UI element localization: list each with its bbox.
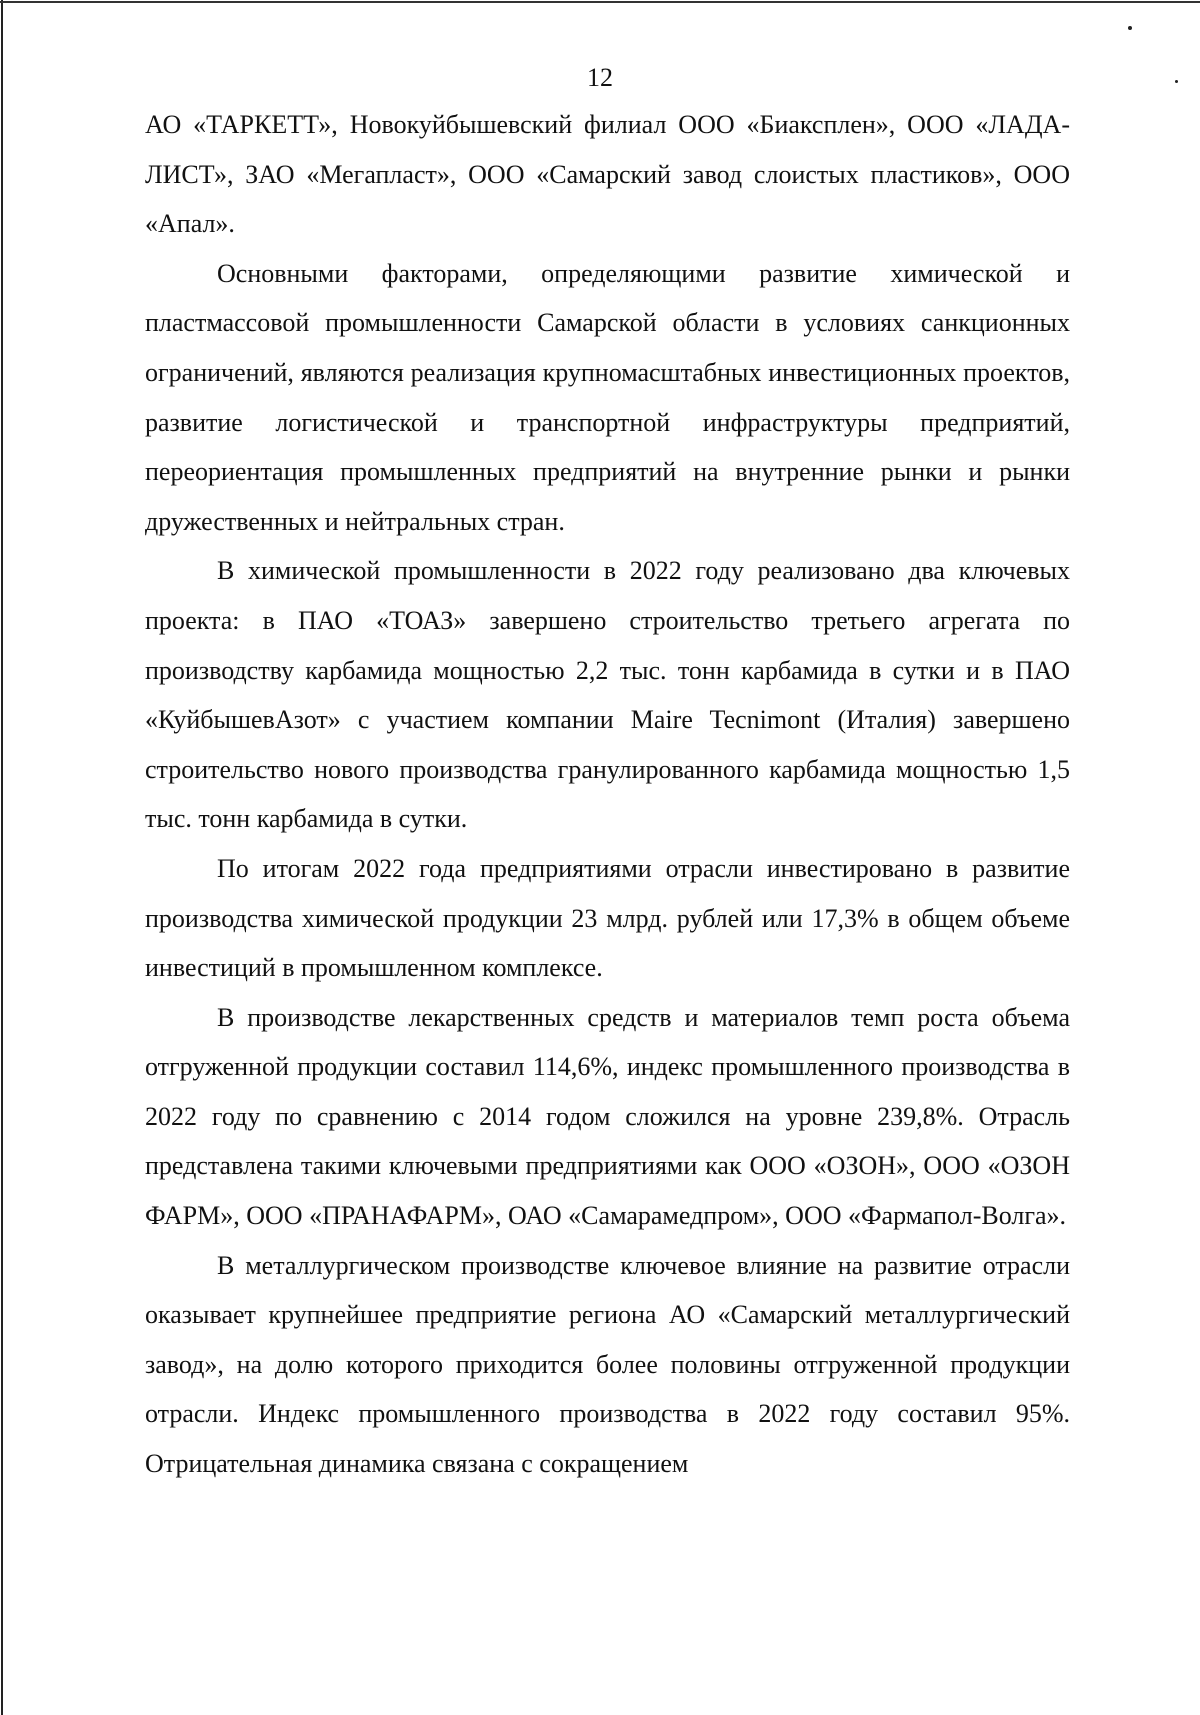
- paragraph-metallurgy: В металлургическом производстве ключевое влияние на развитие отрасли оказывает крупнейшее предприятие региона АО «Самарский металлургический завод», на долю которого приходится более половины отгруженной продукции отрасли. Индекс промышленного производства в 2022 году составил 95%. Отрицательная динамика связана с сокращением: [145, 1250, 1070, 1479]
- page-number: 12: [587, 63, 613, 92]
- scan-speck: [1128, 26, 1132, 30]
- paragraph-pharmaceuticals: В производстве лекарственных средств и материалов темп роста объема отгруженной продукции составил 114,6%, индекс промышленного производства в 2022 году по сравнению с 2014 годом сложился на уровне 239,8%. Отрасль представлена такими ключевыми предприятиями как ООО «ОЗОН», ООО «ОЗОН ФАРМ», ООО «ПРАНАФАРМ», ОАО «Самарамедпром», ООО «Фармапол-Волга».: [145, 1002, 1070, 1231]
- paragraph-factors: Основными факторами, определяющими развитие химической и пластмассовой промышленности Самарской области в условиях санкционных ограничений, являются реализация крупномасштабных инвестиционных проектов, развитие логистической и транспортной инфраструктуры предприятий, переориентация промышленных предприятий на внутренние рынки и рынки дружественных и нейтральных стран.: [145, 258, 1070, 536]
- paragraph-investments: По итогам 2022 года предприятиями отрасли инвестировано в развитие производства химической продукции 23 млрд. рублей или 17,3% в общем объеме инвестиций в промышленном комплексе.: [145, 853, 1070, 983]
- scan-edge-left: [1, 0, 3, 1715]
- paragraph-chemical-projects: В химической промышленности в 2022 году реализовано два ключевых проекта: в ПАО «ТОАЗ» завершено строительство третьего агрегата по производству карбамида мощностью 2,2 тыс. тонн карбамида в сутки и в ПАО «КуйбышевАзот» с участием компании Maire Tecnimont (Италия) завершено строительство нового производства гранулированного карбамида мощностью 1,5 тыс. тонн карбамида в сутки.: [145, 556, 1070, 834]
- paragraph-continuation: АО «ТАРКЕТТ», Новокуйбышевский филиал ООО «Биаксплен», ООО «ЛАДА-ЛИСТ», ЗАО «Мегапласт», ООО «Самарский завод слоистых пластиков», ООО «Апал».: [145, 110, 1070, 239]
- document-body: [145, 100, 1070, 1489]
- scan-edge-top: [0, 1, 1200, 3]
